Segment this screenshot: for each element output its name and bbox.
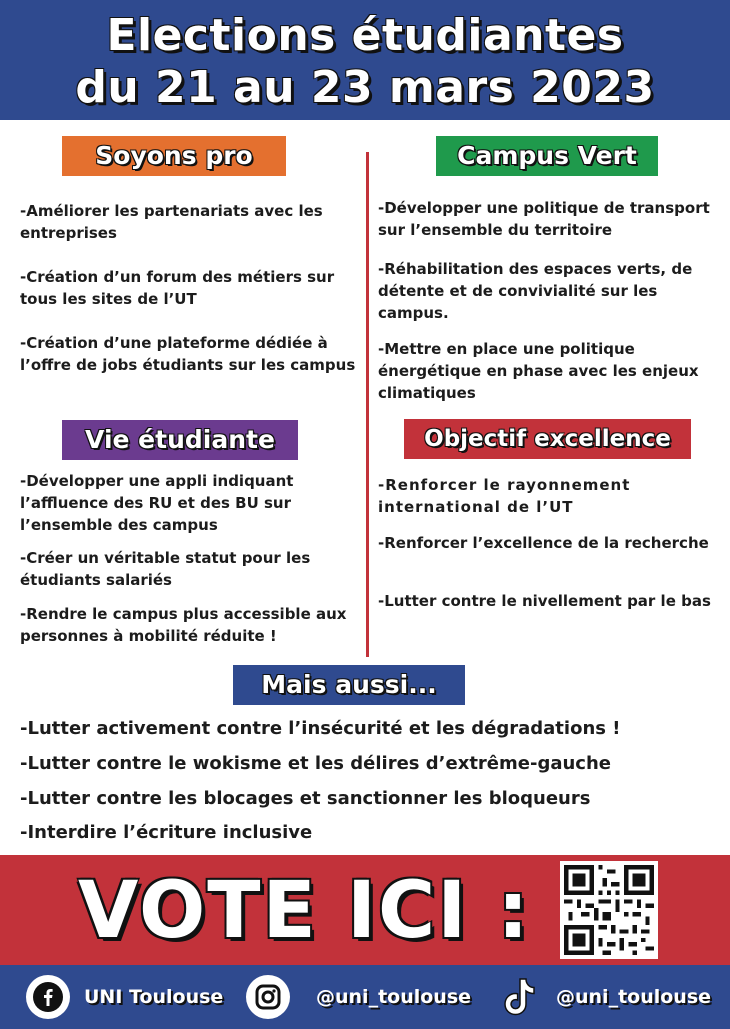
social-footer — [0, 965, 730, 1029]
campus-vert-item-2: -Réhabilitation des espaces verts, de détente et de convivialité sur les campus. — [378, 260, 693, 322]
section-title-vie-etudiante: Vie étudiante — [62, 420, 298, 460]
section-title-objectif-excellence: Objectif excellence — [404, 419, 691, 459]
mais-aussi-item-1: -Lutter activement contre l’insécurité et les dégradations ! — [20, 718, 621, 739]
campus-vert-item-3: -Mettre en place une politique énergétique en phase avec les enjeux climatiques — [378, 340, 699, 402]
header-banner — [0, 0, 730, 120]
vote-label: VOTE ICI : — [78, 866, 531, 956]
objectif-excellence-item-1: -Renforcer le rayonnement international de l’UT — [378, 476, 631, 516]
vie-etudiante-item-3: -Rendre le campus plus accessible aux personnes à mobilité réduite ! — [20, 605, 347, 645]
title-line-2: du 21 au 23 mars 2023 — [75, 62, 655, 113]
section-title-mais-aussi: Mais aussi... — [233, 665, 465, 705]
vie-etudiante-item-1: -Développer une appli indiquant l’affluence des RU et des BU sur l’ensemble des campus — [20, 472, 294, 534]
section-title-campus-vert: Campus Vert — [436, 136, 658, 176]
vote-banner — [0, 855, 730, 965]
campus-vert-item-1: -Développer une politique de transport sur l’ensemble du territoire — [378, 199, 710, 239]
tiktok-label[interactable]: @uni_toulouse — [556, 986, 712, 1008]
soyons-pro-item-3: -Création d’une plateforme dédiée à l’offre de jobs étudiants sur les campus — [20, 334, 356, 374]
objectif-excellence-item-2: -Renforcer l’excellence de la recherche — [378, 534, 709, 552]
column-divider — [366, 152, 369, 657]
mais-aussi-item-2: -Lutter contre le wokisme et les délires d’extrême-gauche — [20, 753, 611, 774]
facebook-label[interactable]: UNI Toulouse — [84, 986, 224, 1008]
section-title-soyons-pro: Soyons pro — [62, 136, 286, 176]
objectif-excellence-item-3: -Lutter contre le nivellement par le bas — [378, 592, 711, 610]
facebook-icon[interactable] — [26, 975, 70, 1019]
mais-aussi-item-3: -Lutter contre les blocages et sanctionner les bloqueurs — [20, 788, 591, 809]
mais-aussi-item-4: -Interdire l’écriture inclusive — [20, 822, 313, 843]
vie-etudiante-item-2: -Créer un véritable statut pour les étudiants salariés — [20, 549, 311, 589]
instagram-icon[interactable] — [246, 975, 290, 1019]
tiktok-icon[interactable] — [500, 975, 540, 1019]
soyons-pro-item-1: -Améliorer les partenariats avec les entreprises — [20, 202, 323, 242]
instagram-label[interactable]: @uni_toulouse — [316, 986, 472, 1008]
soyons-pro-item-2: -Création d’un forum des métiers sur tous les sites de l’UT — [20, 268, 335, 308]
title-line-1: Elections étudiantes — [106, 10, 624, 61]
qr-code-icon[interactable] — [560, 861, 658, 959]
